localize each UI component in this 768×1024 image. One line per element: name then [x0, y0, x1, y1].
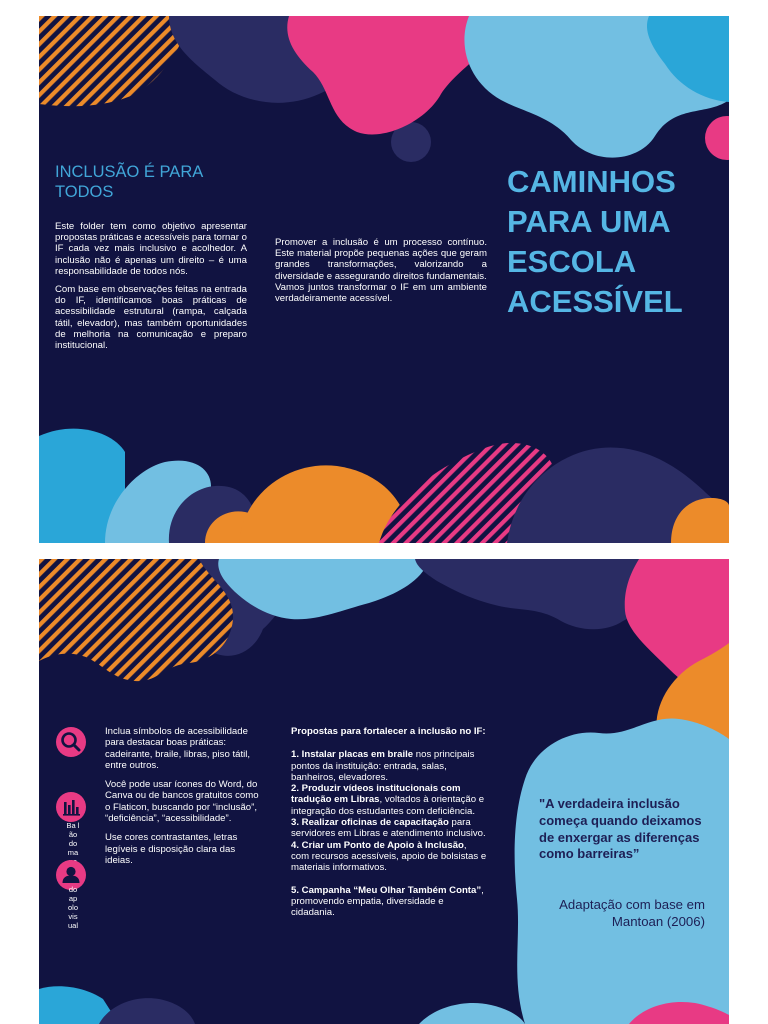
proposal-bold: 3. Realizar oficinas de capacitação [291, 817, 449, 829]
proposal-item [291, 840, 487, 874]
proposal-item [291, 885, 487, 919]
quote-credit: Adaptação com base em Mantoan (2006) [559, 897, 705, 929]
proposal-item [291, 817, 487, 840]
intro-paragraph: Com base em observações feitas na entrada do IF, identificamos boas práticas de acessibilidade estrutural (rampa, calçada tátil, elevador), mas também oportunidades de melhoria na comunicação e preparo institucional. [55, 284, 247, 352]
proposal-item [291, 749, 487, 783]
intro-paragraph: Este folder tem como objetivo apresentar propostas práticas e acessíveis para tornar o IF cada vez mais inclusivo e acolhedor. A inclusão não é apenas um direito – é uma responsabilidade de todos nós. [55, 221, 247, 277]
section-heading: INCLUSÃO É PARA TODOS [55, 163, 203, 201]
proposal-text: para servidores em Libras e atendimento inclusivo. [291, 817, 486, 840]
tip-text: Inclua símbolos de acessibilidade para destacar boas práticas: cadeirante, braile, libras, piso tátil, entre outros. [105, 726, 251, 771]
middle-paragraph: Promover a inclusão é um processo contínuo. Este material propõe pequenas ações que geram grandes transformações, valorizando a diversidade e assegurando direitos fundamentais. [275, 237, 487, 282]
icon-caption: Ba lão do ma [66, 821, 80, 857]
tip-text: Use cores contrastantes, letras legíveis e disposição clara das ideias. [105, 832, 238, 866]
proposals-title: Propostas para fortalecer a inclusão no IF: [291, 726, 486, 737]
proposal-bold: 5. Campanha “Meu Olhar Também Conta” [291, 884, 482, 896]
proposals-list [291, 726, 487, 918]
icon-caption: do ap olo vis ual [67, 885, 78, 930]
middle-text [275, 237, 487, 304]
proposal-item [291, 783, 487, 817]
tip-text: Você pode usar ícones do Word, do Canva ou de bancos gratuitos como o Flaticon, buscando por “inclusão”, “deficiência”, “acessibilidade”. [105, 779, 259, 825]
proposal-text: nos principais pontos da instituição: entrada, salas, banheiros, elevadores. [291, 749, 475, 783]
search-icon [56, 727, 86, 757]
proposal-text: , com recursos acessíveis, apoio de bolsistas e materiais informativos. [291, 839, 487, 874]
proposal-text: , voltados à orientação e integração dos estudantes com deficiência. [291, 794, 485, 817]
cover-title: CAMINHOS PARA UMA ESCOLA ACESSÍVEL [507, 164, 683, 319]
proposal-bold: 1. Instalar placas em braile [291, 749, 414, 761]
back-panel [39, 559, 729, 1024]
front-panel [39, 16, 729, 543]
intro-text [55, 221, 247, 358]
proposal-bold: 2. Produzir vídeos institucionais com tradução em Libras [291, 783, 461, 806]
proposal-bold: 4. Criar um Ponto de Apoio à Inclusão [291, 839, 464, 851]
design-tips [105, 726, 265, 874]
bar-chart-icon [56, 792, 86, 822]
quote-text: "A verdadeira inclusão começa quando deixamos de enxergar as diferenças como barreiras” [539, 796, 702, 862]
proposal-text: , promovendo empatia, diversidade e cidadania. [291, 884, 484, 919]
middle-paragraph: Vamos juntos transformar o IF em um ambiente verdadeiramente acessível. [275, 281, 487, 305]
